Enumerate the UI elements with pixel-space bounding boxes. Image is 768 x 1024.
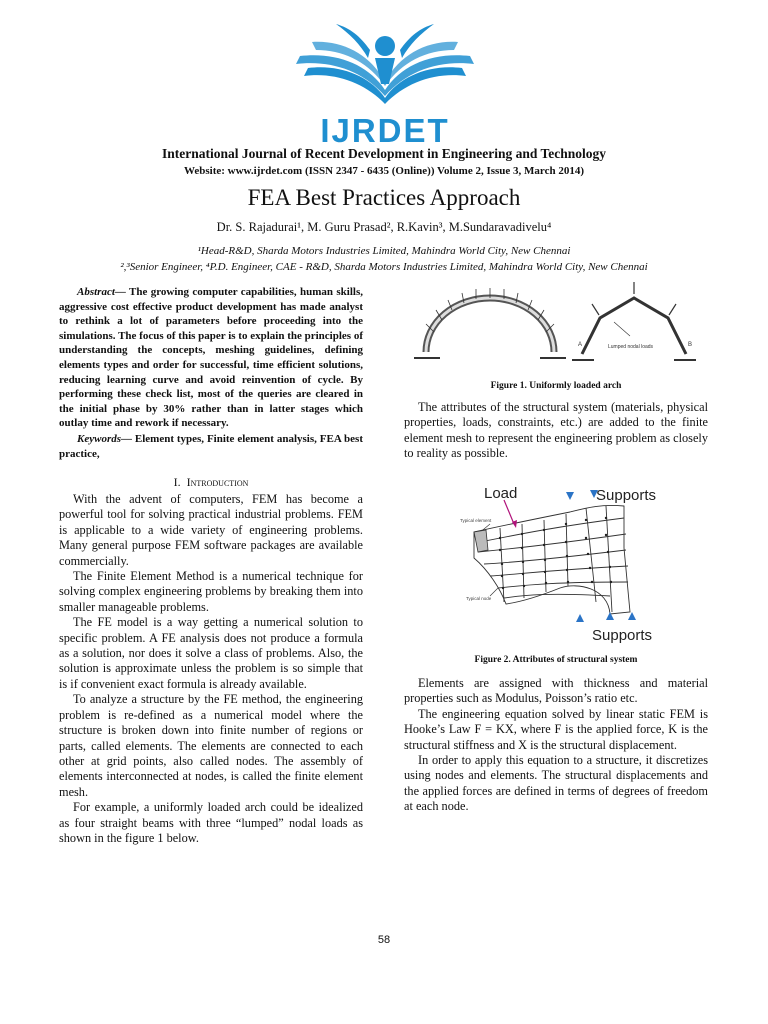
keywords-label: Keywords— (77, 433, 132, 445)
page-number: 58 (377, 934, 391, 946)
intro-paragraph: To analyze a structure by the FE method, the engineering problem is re-defined as a numerical model where the structure is broken down into finite number of regions or parts, called elements. The elements are connected to each other at grid points, also called nodes. The assembly of elements interconnected at nodes, is called the finite element mesh. (59, 692, 363, 799)
section-heading-introduction (59, 475, 363, 490)
figure-1-label-b: B (688, 342, 693, 348)
section-title: Introduction (186, 475, 249, 489)
figure-2-label-supports-bottom: Supports (592, 627, 653, 644)
figure-2-structural-system-diagram (460, 478, 660, 646)
intro-paragraph: With the advent of computers, FEM has become a powerful tool for solving practical industrial problems. FEM is applicable to a wide variety of engineering problems. Many general purpose FEM software packages are available commercially. (59, 492, 363, 568)
figure-1-arch-diagram (410, 282, 710, 374)
figure-1-label-a: A (578, 342, 583, 348)
intro-paragraph: The Finite Element Method is a numerical technique for solving complex engineering problems by breaking them into smaller manageable problems. (59, 569, 363, 614)
figure-2-label-typical-element: Typical element (460, 518, 492, 523)
figure-2-caption: Figure 2. Attributes of structural system (474, 655, 638, 665)
abstract-label: Abstract— (77, 286, 126, 298)
figure-1-label-lumped: Lumped nodal loads (608, 344, 654, 350)
figure-2-typical-element (474, 530, 488, 552)
journal-website: Website: www.ijrdet.com (ISSN 2347 - 6435 (Online)) Volume 2, Issue 3, March 2014) (183, 165, 585, 177)
keywords (59, 432, 363, 461)
journal-logo (290, 6, 480, 148)
intro-paragraph: The FE model is a way getting a numerical solution to specific problem. A FE analysis does not produce a formula as a solution, nor does it solve a class of problems. Also, the solution is approximate unless the problem is so simple that is if convenient exact formula is already available. (59, 615, 363, 691)
paper-title: FEA Best Practices Approach (247, 185, 521, 210)
abstract-text: The growing computer capabilities, human skills, aggressive cost effective product development has made analyst to rethink a lot of parameters before proceeding into the simulations. The focus of this paper is to explain the principles of understanding the concepts, meshing guidelines, defining elements types and order for successful, time efficient solutions, reducing learning curve and avoid reinvention of cycle. By performing these check list, most of the queries are cleared in the initial phase by 30% rather than in latter stages which outlay time and rework if necessary. (59, 286, 363, 430)
figure-2-label-load: Load (484, 485, 518, 502)
body-paragraph: The engineering equation solved by linear static FEM is Hooke’s Law F = KX, where F is the applied force, K is the structural stiffness and X is the structural displacement. (404, 706, 708, 752)
body-paragraph: The attributes of the structural system (materials, physical properties, loads, constraints, etc.) are added to the finite element mesh to represent the engineering problem as closely to reality as possible. (404, 400, 708, 461)
right-body (404, 676, 708, 815)
affiliation-2: ²,³Senior Engineer, ⁴P.D. Engineer, CAE - R&D, Sharda Motors Industries Limited, Mahindra World City, New Chennai (120, 261, 648, 273)
body-paragraph: Elements are assigned with thickness and material properties such as Modulus, Poisson’s ratio etc. (404, 676, 708, 706)
attributes-paragraph (404, 400, 708, 462)
figure-1-caption: Figure 1. Uniformly loaded arch (490, 381, 622, 391)
logo-text: IJRDET (320, 112, 450, 148)
keywords-text: Element types, Finite element analysis, FEA best practice, (59, 433, 363, 460)
figure-2-label-typical-node: Typical node (466, 596, 492, 601)
paper-authors: Dr. S. Rajadurai¹, M. Guru Prasad², R.Kavin³, M.Sundaravadivelu⁴ (216, 220, 552, 234)
section-number: I. (173, 475, 181, 489)
affiliation-1: ¹Head-R&D, Sharda Motors Industries Limited, Mahindra World City, New Chennai (197, 245, 571, 257)
abstract (59, 285, 363, 431)
figure-2-label-supports-top: Supports (596, 487, 657, 504)
body-paragraph: In order to apply this equation to a structure, it discretizes using nodes and elements. The structural displacements and the applied forces are defined in terms of degrees of freedom at each node. (404, 753, 708, 814)
introduction-body (59, 492, 363, 846)
journal-name: International Journal of Recent Development in Engineering and Technology (161, 146, 607, 161)
intro-paragraph: For example, a uniformly loaded arch could be idealized as four straight beams with three “lumped” nodal loads as shown in the figure 1 below. (59, 800, 363, 845)
